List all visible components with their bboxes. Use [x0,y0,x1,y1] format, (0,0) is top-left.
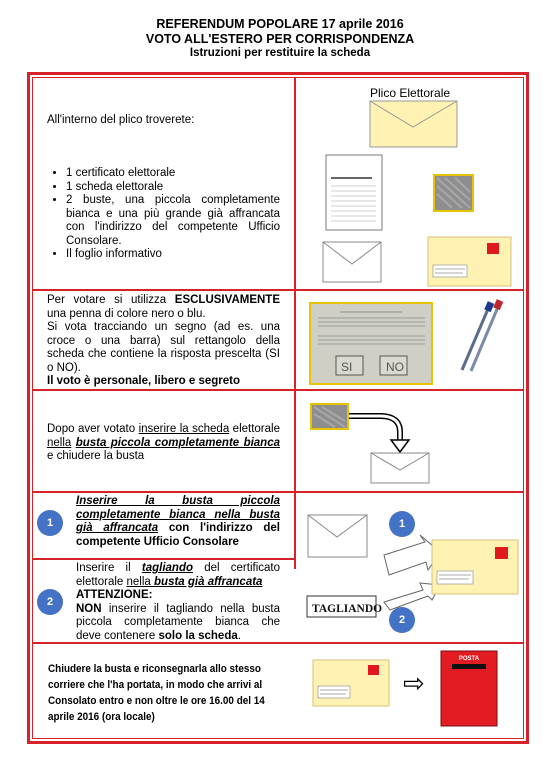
step-1-badge: 1 [37,510,63,536]
step-1-rest: con l'indirizzo del competente Ufficio Consolare [76,522,280,548]
s4-part: Inserire il [76,562,142,574]
voting-secret-note: Il voto è personale, libero e segreto [47,375,241,387]
step-2-badge: 2 [37,589,63,615]
s4-part: tagliando [141,562,194,574]
ballot-si-label: SI [341,360,353,374]
white-envelope-icon-2 [371,453,429,483]
header-instructions: Istruzioni per restituire la scheda [189,47,371,59]
stamped-envelope-icon-3 [313,660,389,706]
s3-part: busta piccola completamente bianca [75,436,280,449]
s3-part: inserire la scheda [138,423,230,435]
step-1-emphasis: Inserire la busta piccola completamente bianca nella busta già affrancata [76,495,280,534]
s4-part: inserire il tagliando nella busta piccola completamente bianca che deve contenere [76,602,280,642]
s4-part: busta già affrancata [154,575,263,588]
ballot-small-icon-2 [311,404,348,429]
s3-part: elettorale [229,423,280,435]
section2-text [47,294,280,389]
list-item: • 1 scheda elettorale [66,181,280,195]
s3-part: nella [47,436,72,449]
right-arrow-icon: ⇨ [403,669,425,699]
stamped-envelope-icon [428,237,511,286]
s4-part: solo la scheda [158,629,238,642]
right-step-2-badge: 2 [389,607,415,633]
list-item: • 1 certificato elettorale [66,167,280,181]
s4-part: del certificato elettorale [76,562,280,588]
right-step-1-badge: 1 [389,511,415,537]
plico-envelope-icon [370,101,457,147]
step-1-text [76,495,280,549]
section1-intro: All'interno del plico troverete: [47,114,195,126]
mailbox-label: POSTA [458,656,480,662]
header-subtitle: VOTO ALL'ESTERO PER CORRISPONDENZA [145,32,415,46]
final-instructions: Chiudere la busta e riconsegnarla allo stesso corriere che l'ha portata, in modo che arrivi al Consolato entro e non oltre le ore 16.00 del 14 aprile 2016 (ora locale) [48,663,265,723]
step-2-text [76,562,280,643]
pen-icon [462,299,503,371]
s3-part: Dopo aver votato [47,423,139,435]
certificate-icon [326,155,382,230]
plico-label: Plico Elettorale [370,86,451,100]
header-title: REFERENDUM POPOLARE 17 aprile 2016 [156,17,404,31]
stamped-envelope-icon-2 [432,540,518,594]
white-envelope-icon [323,242,381,282]
voting-text-2: una penna di colore nero o blu. [47,307,206,320]
voting-exclusively: ESCLUSIVAMENTE [174,294,280,306]
ballot-icon [310,303,432,384]
ballot-no-label: NO [386,360,404,374]
insert-arrow-icon [349,416,409,452]
section3-text [47,423,280,464]
voting-text-1: Per votare si utilizza [47,294,175,306]
s4-part: . [237,629,241,642]
ballot-small-icon [434,175,473,211]
s3-part: e chiudere la busta [47,450,145,462]
tagliando-label: TAGLIANDO [312,603,383,615]
attention-label: ATTENZIONE: [76,589,153,601]
voting-text-3: Si vota tracciando un segno (ad es. una croce o una barra) sul rettangolo della scheda che contiene la risposta prescelta (SI o NO). [47,321,280,374]
s4-part: nella [126,575,155,588]
mailbox-icon [441,651,497,726]
white-envelope-icon-3 [308,515,367,557]
s4-part: NON [76,602,102,615]
list-item: • Il foglio informativo [66,248,280,262]
list-item: • 2 buste, una piccola completamente bianca e una più grande già affrancata con l'indirizzo del competente Ufficio Consolare. [66,194,280,248]
